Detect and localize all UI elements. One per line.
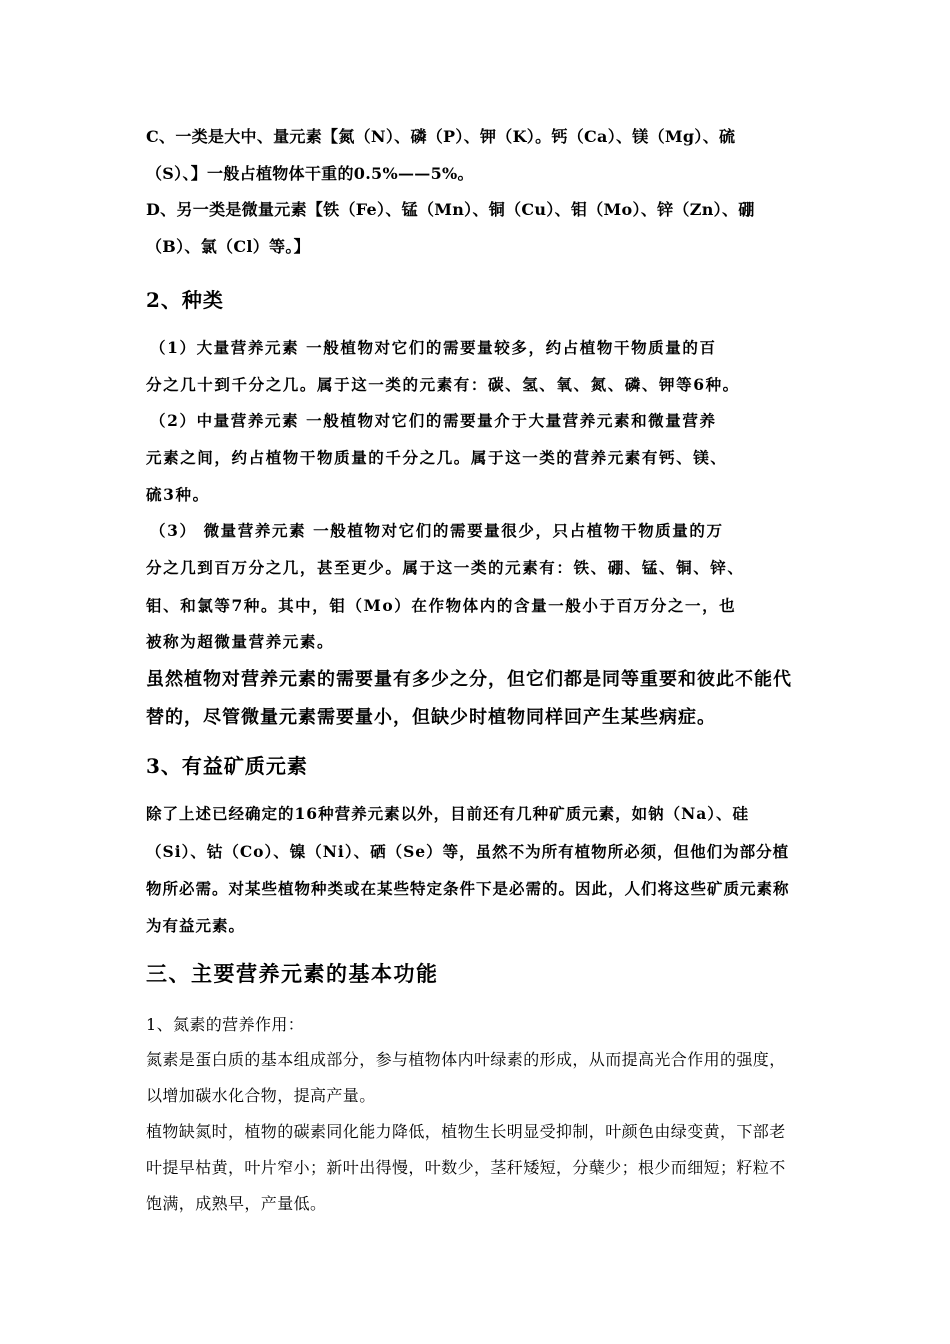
nitrogen-line: 饱满，成熟早，产量低。 [146, 1194, 327, 1213]
types-line: 元素之间，约占植物干物质量的千分之几。属于这一类的营养元素有钙、镁、 [146, 448, 728, 467]
summary-line: 虽然植物对营养元素的需要量有多少之分，但它们都是同等重要和彼此不能代 [146, 669, 792, 690]
paragraph-d-line-2: （B）、氯（Cl）等。】 [146, 237, 310, 256]
section-heading-types: 2、种类 [146, 288, 224, 312]
section-heading-beneficial: 3、有益矿质元素 [146, 754, 308, 778]
beneficial-line: 除了上述已经确定的16种营养元素以外，目前还有几种矿质元素，如钠（Na）、硅 [146, 804, 750, 823]
paragraph-c-line-2: （S）、】一般占植物体干重的0.5%——5%。 [146, 164, 474, 183]
nitrogen-subheading: 1、氮素的营养作用： [146, 1015, 305, 1034]
nitrogen-line: 以增加碳水化合物，提高产量。 [146, 1086, 376, 1105]
nitrogen-line: 氮素是蛋白质的基本组成部分，参与植物体内叶绿素的形成，从而提高光合作用的强度， [146, 1050, 786, 1069]
types-line: （3） 微量营养元素 一般植物对它们的需要量很少，只占植物干物质量的万 [150, 521, 724, 540]
types-line: （2）中量营养元素 一般植物对它们的需要量介于大量营养元素和微量营养 [150, 411, 717, 430]
types-line: （1）大量营养元素 一般植物对它们的需要量较多，约占植物干物质量的百 [150, 338, 717, 357]
paragraph-d-line-1: D、另一类是微量元素【铁（Fe）、锰（Mn）、铜（Cu）、钼（Mo）、锌（Zn）、硼 [146, 200, 755, 219]
types-line: 分之几到百万分之几，甚至更少。属于这一类的元素有：铁、硼、锰、铜、锌、 [146, 558, 745, 577]
types-line: 硫3种。 [146, 485, 210, 504]
types-line: 分之几十到千分之几。属于这一类的元素有：碳、氢、氧、氮、磷、钾等6种。 [146, 375, 740, 394]
paragraph-c-line-1: C、一类是大中、量元素【氮（N）、磷（P）、钾（K）。钙（Ca）、镁（Mg）、硫 [146, 127, 736, 146]
nitrogen-line: 叶提早枯黄，叶片窄小；新叶出得慢，叶数少，茎秆矮短，分蘖少；根少而细短；籽粒不 [146, 1158, 786, 1177]
summary-line: 替的，尽管微量元素需要量小，但缺少时植物同样回产生某些病症。 [146, 707, 716, 728]
nitrogen-line: 植物缺氮时，植物的碳素同化能力降低，植物生长明显受抑制，叶颜色由绿变黄，下部老 [146, 1122, 786, 1141]
beneficial-line: （Si）、钴（Co）、镍（Ni）、硒（Se）等，虽然不为所有植物所必须，但他们为部分植 [146, 842, 790, 861]
types-line: 钼、和氯等7种。其中，钼（Mo）在作物体内的含量一般小于百万分之一，也 [146, 596, 737, 615]
types-line: 被称为超微量营养元素。 [146, 632, 335, 651]
beneficial-line: 物所必需。对某些植物种类或在某些特定条件下是必需的。因此，人们将这些矿质元素称 [146, 879, 790, 898]
section-heading-functions: 三、主要营养元素的基本功能 [146, 961, 439, 986]
beneficial-line: 为有益元素。 [146, 916, 246, 935]
